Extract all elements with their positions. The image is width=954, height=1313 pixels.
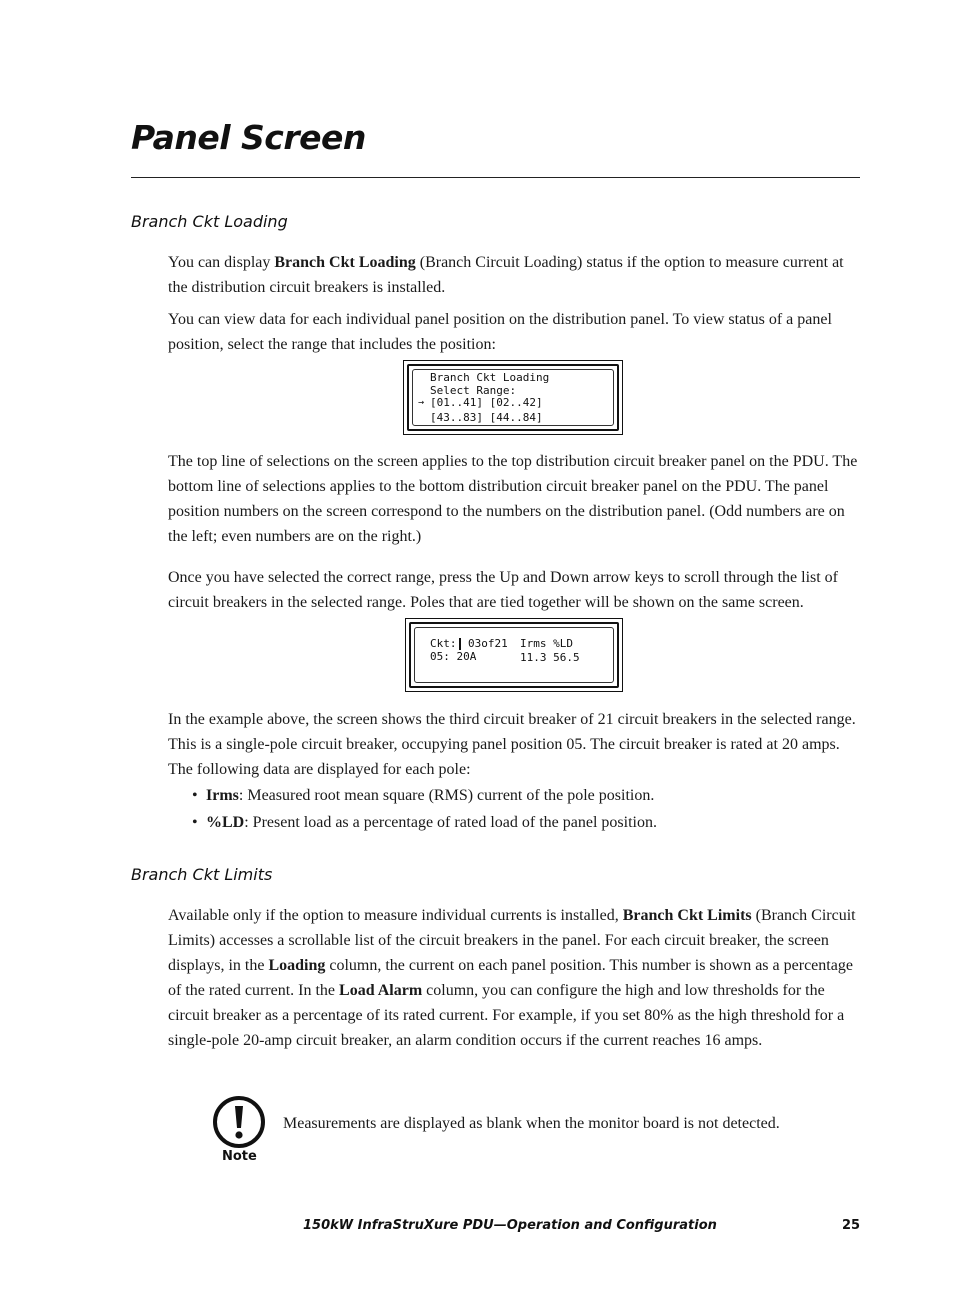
bold-term: Load Alarm	[339, 982, 423, 999]
note-text: Measurements are displayed as blank when the monitor board is not detected.	[283, 1115, 780, 1132]
lcd-ckt-label: Ckt:	[430, 637, 457, 650]
paragraph-view-data: You can view data for each individual panel position on the distribution panel. To view status of a panel position, select the range that includes the position:	[168, 311, 832, 353]
paragraph-scroll: Once you have selected the correct range, press the Up and Down arrow keys to scroll through the list of circuit breakers in the selected range. Poles that are tied together will be shown on the same screen.	[168, 569, 839, 611]
lcd-values: 11.3 56.5	[520, 651, 580, 664]
bold-term: Irms	[206, 787, 239, 804]
footer-document-title: 150kW InfraStruXure PDU—Operation and Configuration	[303, 1218, 717, 1233]
lcd-column-headers: Irms %LD	[520, 637, 573, 650]
bullet-mark: •	[192, 787, 198, 804]
bullet-mark: •	[192, 814, 198, 831]
section-heading-branch-ckt-limits: Branch Ckt Limits	[131, 865, 273, 884]
paragraph-example: In the example above, the screen shows the third circuit breaker of 21 circuit breakers in the selected range. This is a single-pole circuit breaker, occupying panel position 05. The circuit breaker is rated at 20 amps. The following data are displayed for each pole:	[168, 711, 856, 778]
text: (Branch Circuit Limits) accesses a scrollable list of the circuit breakers in the panel. For each circuit breaker, the screen displays, in the	[168, 907, 856, 974]
lcd-line-1: Branch Ckt Loading	[430, 371, 550, 384]
lcd-position-rating: 05: 20A	[430, 650, 477, 663]
bold-term: Branch Ckt Limits	[622, 907, 752, 924]
cursor-bar-icon	[459, 638, 461, 650]
lcd-screen-circuit	[405, 618, 623, 692]
text: Available only if the option to measure individual currents is installed,	[168, 907, 623, 924]
text: column, you can configure the high and low thresholds for the circuit breaker as a percentage of its rated current. For example, if you set 80% as the high threshold for a single-pole 20-amp circuit breaker, an alarm condition occurs if the current reaches 16 amps.	[168, 982, 845, 1049]
note-block	[211, 1095, 269, 1167]
text: : Measured root mean square (RMS) current of the pole position.	[238, 787, 655, 804]
lcd-ckt-count: 03of21	[468, 637, 508, 650]
paragraph-intro	[168, 250, 862, 300]
page-title: Panel Screen	[131, 118, 366, 157]
text: column, the current on each panel position. This number is shown as a percentage of the rated current. In the	[168, 957, 853, 999]
lcd-screen-select-range	[403, 360, 623, 435]
text: : Present load as a percentage of rated load of the panel position.	[244, 814, 657, 831]
paragraph-top-line: The top line of selections on the screen applies to the top distribution circuit breaker panel on the PDU. The bottom line of selections applies to the bottom distribution circuit breaker panel on the PDU. The panel position numbers on the screen correspond to the numbers on the distribution panel. (Odd numbers are on the left; even numbers are on the right.)	[168, 453, 858, 545]
cursor-arrow-icon: →	[418, 397, 425, 408]
footer-page-number: 25	[842, 1218, 861, 1233]
section-heading-branch-ckt-loading: Branch Ckt Loading	[131, 212, 288, 231]
note-label: Note	[222, 1149, 257, 1164]
bold-term: Loading	[268, 957, 326, 974]
paragraph-limits	[168, 903, 862, 1053]
exclamation-icon	[211, 1095, 269, 1153]
bullet-ld	[206, 810, 866, 835]
bold-term: Branch Ckt Loading	[274, 254, 416, 271]
bullet-irms	[206, 783, 866, 808]
text: You can display	[168, 254, 275, 271]
lcd-line-4: [43..83] [44..84]	[430, 411, 543, 424]
text: (Branch Circuit Loading) status if the option to measure current at the distribution circuit breakers is installed.	[168, 254, 844, 296]
bold-term: %LD	[206, 814, 245, 831]
lcd-line-3: [01..41] [02..42]	[430, 396, 543, 409]
lcd-line-2: Select Range:	[430, 384, 517, 397]
title-divider	[131, 177, 860, 178]
